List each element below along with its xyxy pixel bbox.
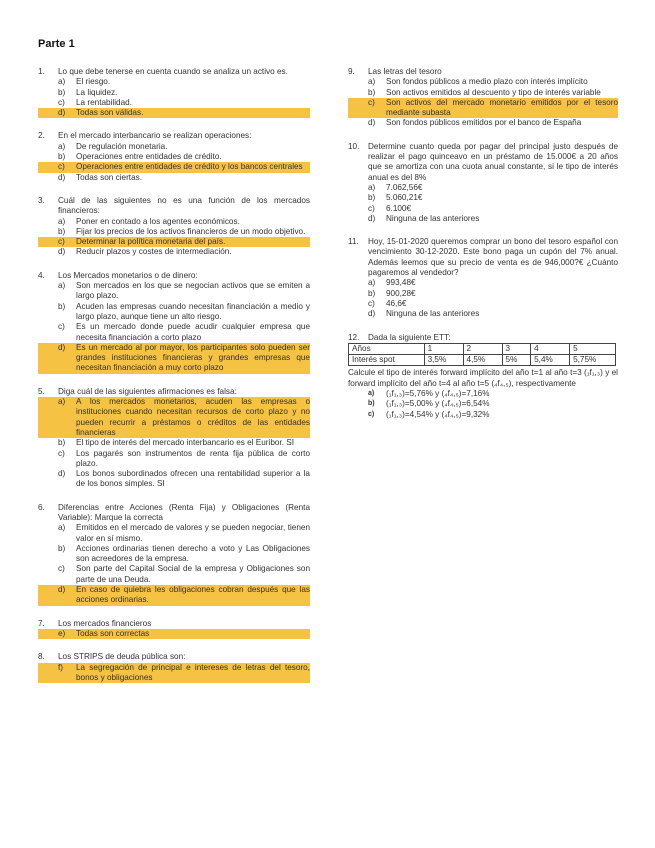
- option-letter: d): [58, 585, 76, 606]
- answer-option: [38, 98, 310, 108]
- option-letter: a): [368, 278, 376, 288]
- answer-option: [348, 88, 618, 98]
- answer-option: [38, 217, 310, 227]
- answer-option: [348, 77, 618, 87]
- question-item: [348, 67, 618, 129]
- answer-option-highlighted: [348, 98, 618, 119]
- table-cell: 4,5%: [463, 355, 502, 366]
- question-line: [348, 237, 618, 278]
- question-number: 7.: [38, 618, 45, 628]
- option-letter: b): [58, 438, 66, 448]
- question-12-body: Calcule el tipo de interés forward implícito del año t=1 al año t=3 (₁f₁,₃) y el forward implícito del año t=4 al año t=5 (₄f₄,₅), respectivamente: [348, 368, 618, 388]
- answer-option: [38, 438, 310, 448]
- question-line: [348, 142, 618, 183]
- table-cell: 1: [424, 343, 463, 354]
- question-item: [38, 131, 310, 182]
- question-number: 5.: [38, 386, 45, 396]
- answer-option-highlighted: [38, 585, 310, 606]
- answer-option: [348, 278, 618, 288]
- question-item: [38, 503, 310, 606]
- option-text: Son mercados en los que se negocian activos que se emiten a largo plazo.: [76, 281, 310, 301]
- answer-option: [38, 227, 310, 237]
- question-number: 8.: [38, 652, 45, 662]
- question-line: [38, 196, 310, 217]
- option-letter: a): [58, 216, 66, 226]
- option-letter: c): [368, 203, 375, 213]
- answer-option: [38, 322, 310, 343]
- table-row: [349, 343, 616, 354]
- option-letter: a): [368, 77, 376, 87]
- answer-option: [38, 77, 310, 87]
- right-questions: [348, 67, 618, 320]
- question-line: [38, 131, 310, 141]
- option-text: La segregación de principal e intereses de letras del tesoro, bonos y obligaciones: [76, 662, 310, 682]
- table-cell: Años: [349, 343, 425, 354]
- option-text: Acciones ordinarias tienen derecho a voto y Las Obligaciones son acreedores de la empresa.: [76, 543, 310, 564]
- question-text: Dada la siguiente ETT:: [368, 332, 451, 342]
- answer-option: [38, 281, 310, 302]
- option-text: 7.062,56€: [386, 182, 423, 192]
- option-text: (₁f₁,₃)=4,54% y (₄f₄,₅)=9,32%: [386, 409, 490, 419]
- ett-table: [348, 343, 616, 367]
- answer-option: [38, 142, 310, 152]
- right-column: [348, 67, 618, 433]
- answer-option: [348, 410, 618, 420]
- option-letter: b): [58, 301, 66, 311]
- option-text: Ninguna de las anteriores: [386, 309, 480, 319]
- question-number: 12.: [348, 332, 360, 342]
- question-item: [38, 271, 310, 374]
- option-text: De regulación monetaria.: [76, 141, 168, 151]
- option-text: 5.060,21€: [386, 193, 423, 203]
- answer-option: [348, 309, 618, 319]
- option-letter: a): [58, 141, 66, 151]
- answer-option: [38, 544, 310, 565]
- answer-option: [38, 523, 310, 544]
- option-text: Los bonos subordinados ofrecen una rentabilidad superior a la de los bonos simples. SI: [76, 469, 310, 489]
- option-text: Determinar la política monetaria del país.: [76, 237, 226, 247]
- answer-option: [348, 118, 618, 128]
- option-letter: a): [58, 281, 66, 291]
- option-text: Todas son ciertas.: [76, 172, 142, 182]
- table-cell: 3,5%: [424, 355, 463, 366]
- answer-option-highlighted: [38, 397, 310, 438]
- question-text: Cuál de las siguientes no es una función de los mercados financieros:: [58, 195, 310, 216]
- answer-option: [348, 289, 618, 299]
- option-text: Operaciones entre entidades de crédito y los bancos centrales: [76, 162, 303, 172]
- question-number: 10.: [348, 141, 360, 151]
- option-letter: d): [368, 309, 376, 319]
- answer-option-highlighted: [38, 108, 310, 118]
- option-letter: a): [58, 77, 66, 87]
- option-text: Operaciones entre entidades de crédito.: [76, 152, 222, 162]
- option-letter: d): [58, 469, 66, 479]
- page-title: Parte 1: [38, 38, 75, 50]
- option-letter: a): [368, 182, 376, 192]
- option-letter: b): [368, 400, 375, 408]
- option-letter: c): [58, 237, 76, 247]
- option-letter: c): [58, 322, 65, 332]
- option-letter: e): [58, 629, 76, 639]
- option-text: Todas son correctas: [76, 628, 150, 638]
- table-cell: 5: [570, 343, 616, 354]
- question-item: [38, 387, 310, 490]
- answer-option: [348, 299, 618, 309]
- question-line: [38, 619, 310, 629]
- option-letter: f): [58, 663, 76, 684]
- option-letter: d): [58, 108, 76, 118]
- option-text: El riesgo.: [76, 77, 111, 87]
- option-letter: d): [58, 172, 66, 182]
- question-line: [38, 387, 310, 397]
- question-12: [348, 333, 618, 420]
- question-text: En el mercado interbancario se realizan operaciones:: [58, 131, 252, 141]
- question-text: Diferencias entre Acciones (Renta Fija) y Obligaciones (Renta Variable): Marque la correcta: [58, 502, 310, 522]
- option-text: 993,48€: [386, 278, 416, 288]
- question-text: Los STRIPS de deuda pública son:: [58, 652, 186, 662]
- option-text: Son activos del mercado monetario emitidos por el tesoro mediante subasta: [386, 97, 618, 118]
- table-cell: 4: [531, 343, 570, 354]
- option-text: El tipo de interés del mercado interbancario es el Euribor. SI: [76, 438, 294, 448]
- option-text: Son parte del Capital Social de la empresa y Obligaciones son parte de una Deuda.: [76, 564, 310, 584]
- table-cell: 2: [463, 343, 502, 354]
- option-letter: c): [58, 97, 65, 107]
- option-text: Acuden las empresas cuando necesitan financiación a medio y largo plazo, aunque tiene un alto riesgo.: [76, 301, 310, 321]
- option-letter: b): [58, 226, 66, 236]
- question-line: [38, 503, 310, 524]
- answer-option: [348, 183, 618, 193]
- question-number: 11.: [348, 237, 359, 247]
- left-column: [38, 67, 310, 696]
- table-cell: 3: [502, 343, 531, 354]
- option-text: Son fondos públicos a medio plazo con interés implícito: [386, 77, 588, 87]
- table-row: [349, 355, 616, 366]
- option-text: Ninguna de las anteriores: [386, 213, 480, 223]
- option-text: (₁f₁,₃)=5,00% y (₄f₄,₅)=6,54%: [386, 399, 490, 409]
- option-text: Son fondos públicos emitidos por el banco de España: [386, 118, 582, 128]
- option-text: Los pagarés son instrumentos de renta fija pública de corto plazo.: [76, 448, 310, 468]
- option-letter: d): [368, 213, 376, 223]
- option-letter: a): [58, 523, 66, 533]
- question-line: [38, 652, 310, 662]
- question-text: Diga cuál de las siguientes afirmaciones es falsa:: [58, 386, 237, 396]
- question-line: [348, 67, 618, 77]
- option-letter: b): [368, 288, 376, 298]
- option-text: La liquidez.: [76, 87, 118, 97]
- option-text: 900,28€: [386, 288, 416, 298]
- question-text: Los Mercados monetarios o de dinero:: [58, 270, 198, 280]
- option-letter: b): [58, 87, 66, 97]
- question-number: 1.: [38, 67, 45, 76]
- answer-option: [348, 214, 618, 224]
- option-text: Es un mercado al por mayor, los participantes solo pueden ser grandes instituciones financieras y grandes empresas que necesitan financiación a muy corto plazo: [76, 342, 310, 373]
- option-letter: c): [368, 410, 375, 418]
- option-text: Poner en contado a los agentes económicos.: [76, 216, 240, 226]
- option-letter: b): [368, 87, 376, 97]
- answer-option-highlighted: [38, 663, 310, 684]
- option-letter: c): [368, 298, 375, 308]
- question-text: Las letras del tesoro: [368, 67, 442, 76]
- option-text: La rentabilidad.: [76, 97, 132, 107]
- answer-option: [38, 88, 310, 98]
- question-12-options: [348, 389, 618, 420]
- option-letter: b): [58, 152, 66, 162]
- option-text: Reducir plazos y costes de intermediación.: [76, 247, 232, 257]
- answer-option: [348, 399, 618, 409]
- option-letter: c): [58, 564, 65, 574]
- option-letter: c): [58, 448, 65, 458]
- question-item: [348, 142, 618, 224]
- question-text: Los mercados financieros: [58, 618, 152, 628]
- option-letter: a): [58, 397, 76, 438]
- question-number: 4.: [38, 270, 45, 280]
- table-cell: 5,4%: [531, 355, 570, 366]
- question-line: [38, 67, 310, 77]
- question-number: 6.: [38, 502, 45, 512]
- answer-option-highlighted: [38, 162, 310, 172]
- question-number: 9.: [348, 67, 355, 76]
- answer-option: [38, 449, 310, 470]
- question-number: 2.: [38, 131, 45, 141]
- question-number: 3.: [38, 195, 45, 205]
- question-item: [38, 619, 310, 640]
- option-text: Son activos emitidos al descuento y tipo de interés variable: [386, 87, 601, 97]
- question-line: [38, 271, 310, 281]
- table-cell: 5%: [502, 355, 531, 366]
- answer-option: [38, 564, 310, 585]
- option-letter: d): [368, 118, 376, 128]
- answer-option: [38, 302, 310, 323]
- answer-option: [348, 193, 618, 203]
- option-letter: d): [58, 343, 76, 374]
- answer-option: [38, 152, 310, 162]
- question-item: [38, 196, 310, 258]
- option-text: A los mercados monetarios, acuden las empresas o instituciones cuando necesitan recursos de corto plazo y no pueden recurrir a préstamos o créditos de las entidades financieras: [76, 397, 310, 437]
- option-text: Emitidos en el mercado de valores y se pueden negociar, tienen valor en sí mismo.: [76, 523, 310, 543]
- answer-option-highlighted: [38, 343, 310, 374]
- question-item: [348, 237, 618, 319]
- option-text: Fijar los precios de los activos financieros de un modo objetivo.: [76, 226, 306, 236]
- answer-option: [348, 204, 618, 214]
- question-text: Hoy, 15-01-2020 queremos comprar un bono del tesoro español con vencimiento 30-12-2020. Este bono paga un cupón del 7% anual. Además leemos que su precio de venta es de 946,000?€ ¿Cuánto pagaremos al vendedor?: [368, 237, 618, 278]
- option-letter: a): [368, 390, 375, 398]
- answer-option-highlighted: [38, 629, 310, 639]
- option-letter: c): [368, 98, 386, 119]
- option-letter: d): [58, 247, 66, 257]
- question-item: [38, 67, 310, 118]
- option-text: (₁f₁,₃)=5,76% y (₄f₄,₅)=7,16%: [386, 389, 490, 399]
- option-text: En caso de quiebra les obligaciones cobran después que las acciones ordinarias.: [76, 585, 310, 605]
- option-text: Es un mercado donde puede acudir cualquier empresa que necesita financiación a corto plazo: [76, 322, 310, 342]
- option-letter: b): [368, 193, 376, 203]
- answer-option: [348, 389, 618, 399]
- answer-option: [38, 247, 310, 257]
- option-text: 6.100€: [386, 203, 412, 213]
- answer-option-highlighted: [38, 237, 310, 247]
- option-letter: c): [58, 162, 76, 172]
- table-cell: Interés spot: [349, 355, 425, 366]
- answer-option: [38, 173, 310, 183]
- table-cell: 5,75%: [570, 355, 616, 366]
- question-text: Determine cuanto queda por pagar del principal justo después de realizar el pago quinceavo en un préstamo de 15.000€ a 20 años que se amortiza con una cuota anual constante, si le tipo de interés anual es del 8%: [368, 141, 618, 182]
- question-text: Lo que debe tenerse en cuenta cuando se analiza un activo es.: [58, 67, 288, 76]
- option-text: Todas son válidas.: [76, 108, 144, 118]
- option-letter: b): [58, 543, 66, 553]
- option-text: 46,6€: [386, 298, 407, 308]
- question-item: [38, 652, 310, 683]
- answer-option: [38, 469, 310, 490]
